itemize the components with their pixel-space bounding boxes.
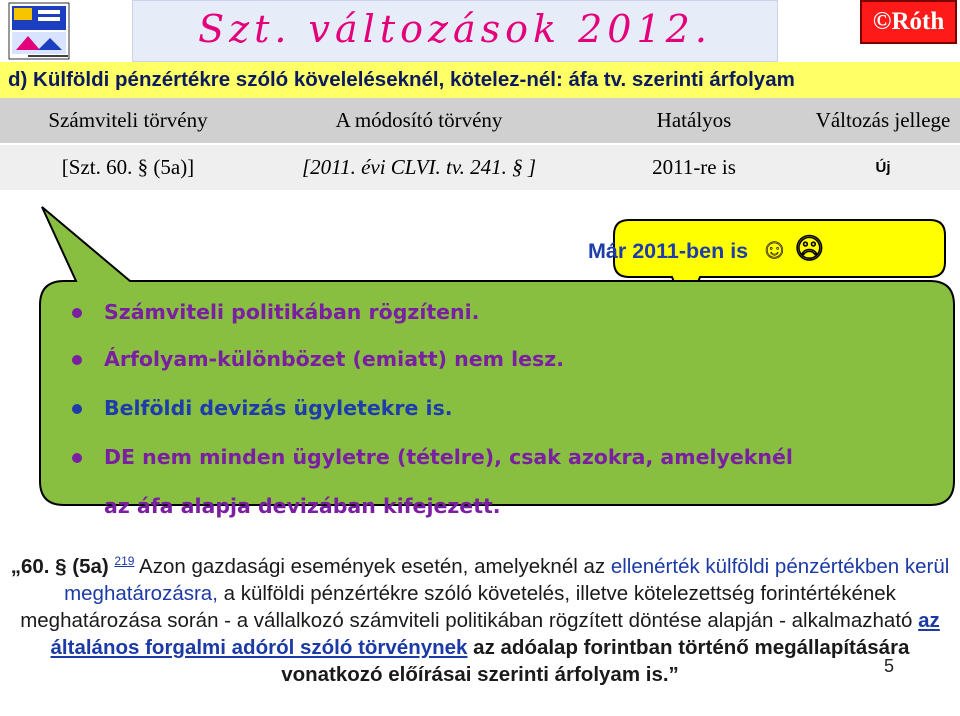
sad-face-icon: ☹ <box>794 233 824 264</box>
copyright-badge: ©Róth <box>860 0 957 44</box>
callout-text: Már 2011-ben is ☺ ☹ <box>588 233 824 264</box>
law-quote: „60. § (5a) $^{219}$ Azon gazdasági események esetén, amelyeknél az ellenérték külföldi pénzértékben kerül meghatározásra, a külföldi pénzértékre szóló követelés, illetve kötelezettség forintértékének meghatározása során - a vállalkozó számviteli politikában rögzített döntése alapján - alkalmazható az általános forgalmi adóról szóló törvénynek az adóalap forintban történő megállapítására vonatkozó előírásai szerinti árfolyam is.” <box>10 554 950 686</box>
table-header-cell: Számviteli törvény <box>0 98 256 144</box>
table-cell: Új <box>806 144 960 190</box>
table-cell: [2011. évi CLVI. tv. 241. § ] <box>256 144 582 190</box>
footnote-link[interactable]: 219 <box>114 554 135 568</box>
table-row <box>0 144 960 190</box>
law-reference: 60. § (5a) <box>20 554 109 578</box>
bullet-item: Számviteli politikában rögzíteni. <box>104 300 480 324</box>
logo-icon <box>8 2 70 60</box>
table-cell: [Szt. 60. § (5a)] <box>0 144 256 190</box>
title-bar <box>132 0 778 62</box>
bullet-item: DE nem minden ügyletre (tételre), csak azokra, amelyeknél <box>104 445 793 469</box>
slide-number: 5 <box>884 656 895 676</box>
smiley-icon: ☺ <box>760 233 789 264</box>
table-header-row <box>0 98 960 144</box>
change-table <box>0 98 960 190</box>
bullet-icon <box>72 404 82 414</box>
bullet-item: Belföldi devizás ügyletekre is. <box>104 396 453 420</box>
bullet-icon <box>72 453 82 463</box>
table-header-cell: A módosító törvény <box>256 98 582 144</box>
table-header-cell: Változás jellege <box>806 98 960 144</box>
bullet-item-continuation: az áfa alapja devizában kifejezett. <box>104 494 501 518</box>
bullet-icon <box>72 355 82 365</box>
section-heading: d) Külföldi pénzértékre szóló köveleléseknél, kötelez-nél: áfa tv. szerinti árfolyam <box>0 62 960 98</box>
bullet-icon <box>72 308 82 318</box>
table-header-cell: Hatályos <box>582 98 806 144</box>
page-title: Szt. változások 2012. <box>198 7 712 51</box>
table-cell: 2011-re is <box>582 144 806 190</box>
law-link[interactable]: az általános forgalmi adóról szóló törvénynek <box>50 608 940 659</box>
bullet-item: Árfolyam-különbözet (emiatt) nem lesz. <box>104 347 564 371</box>
